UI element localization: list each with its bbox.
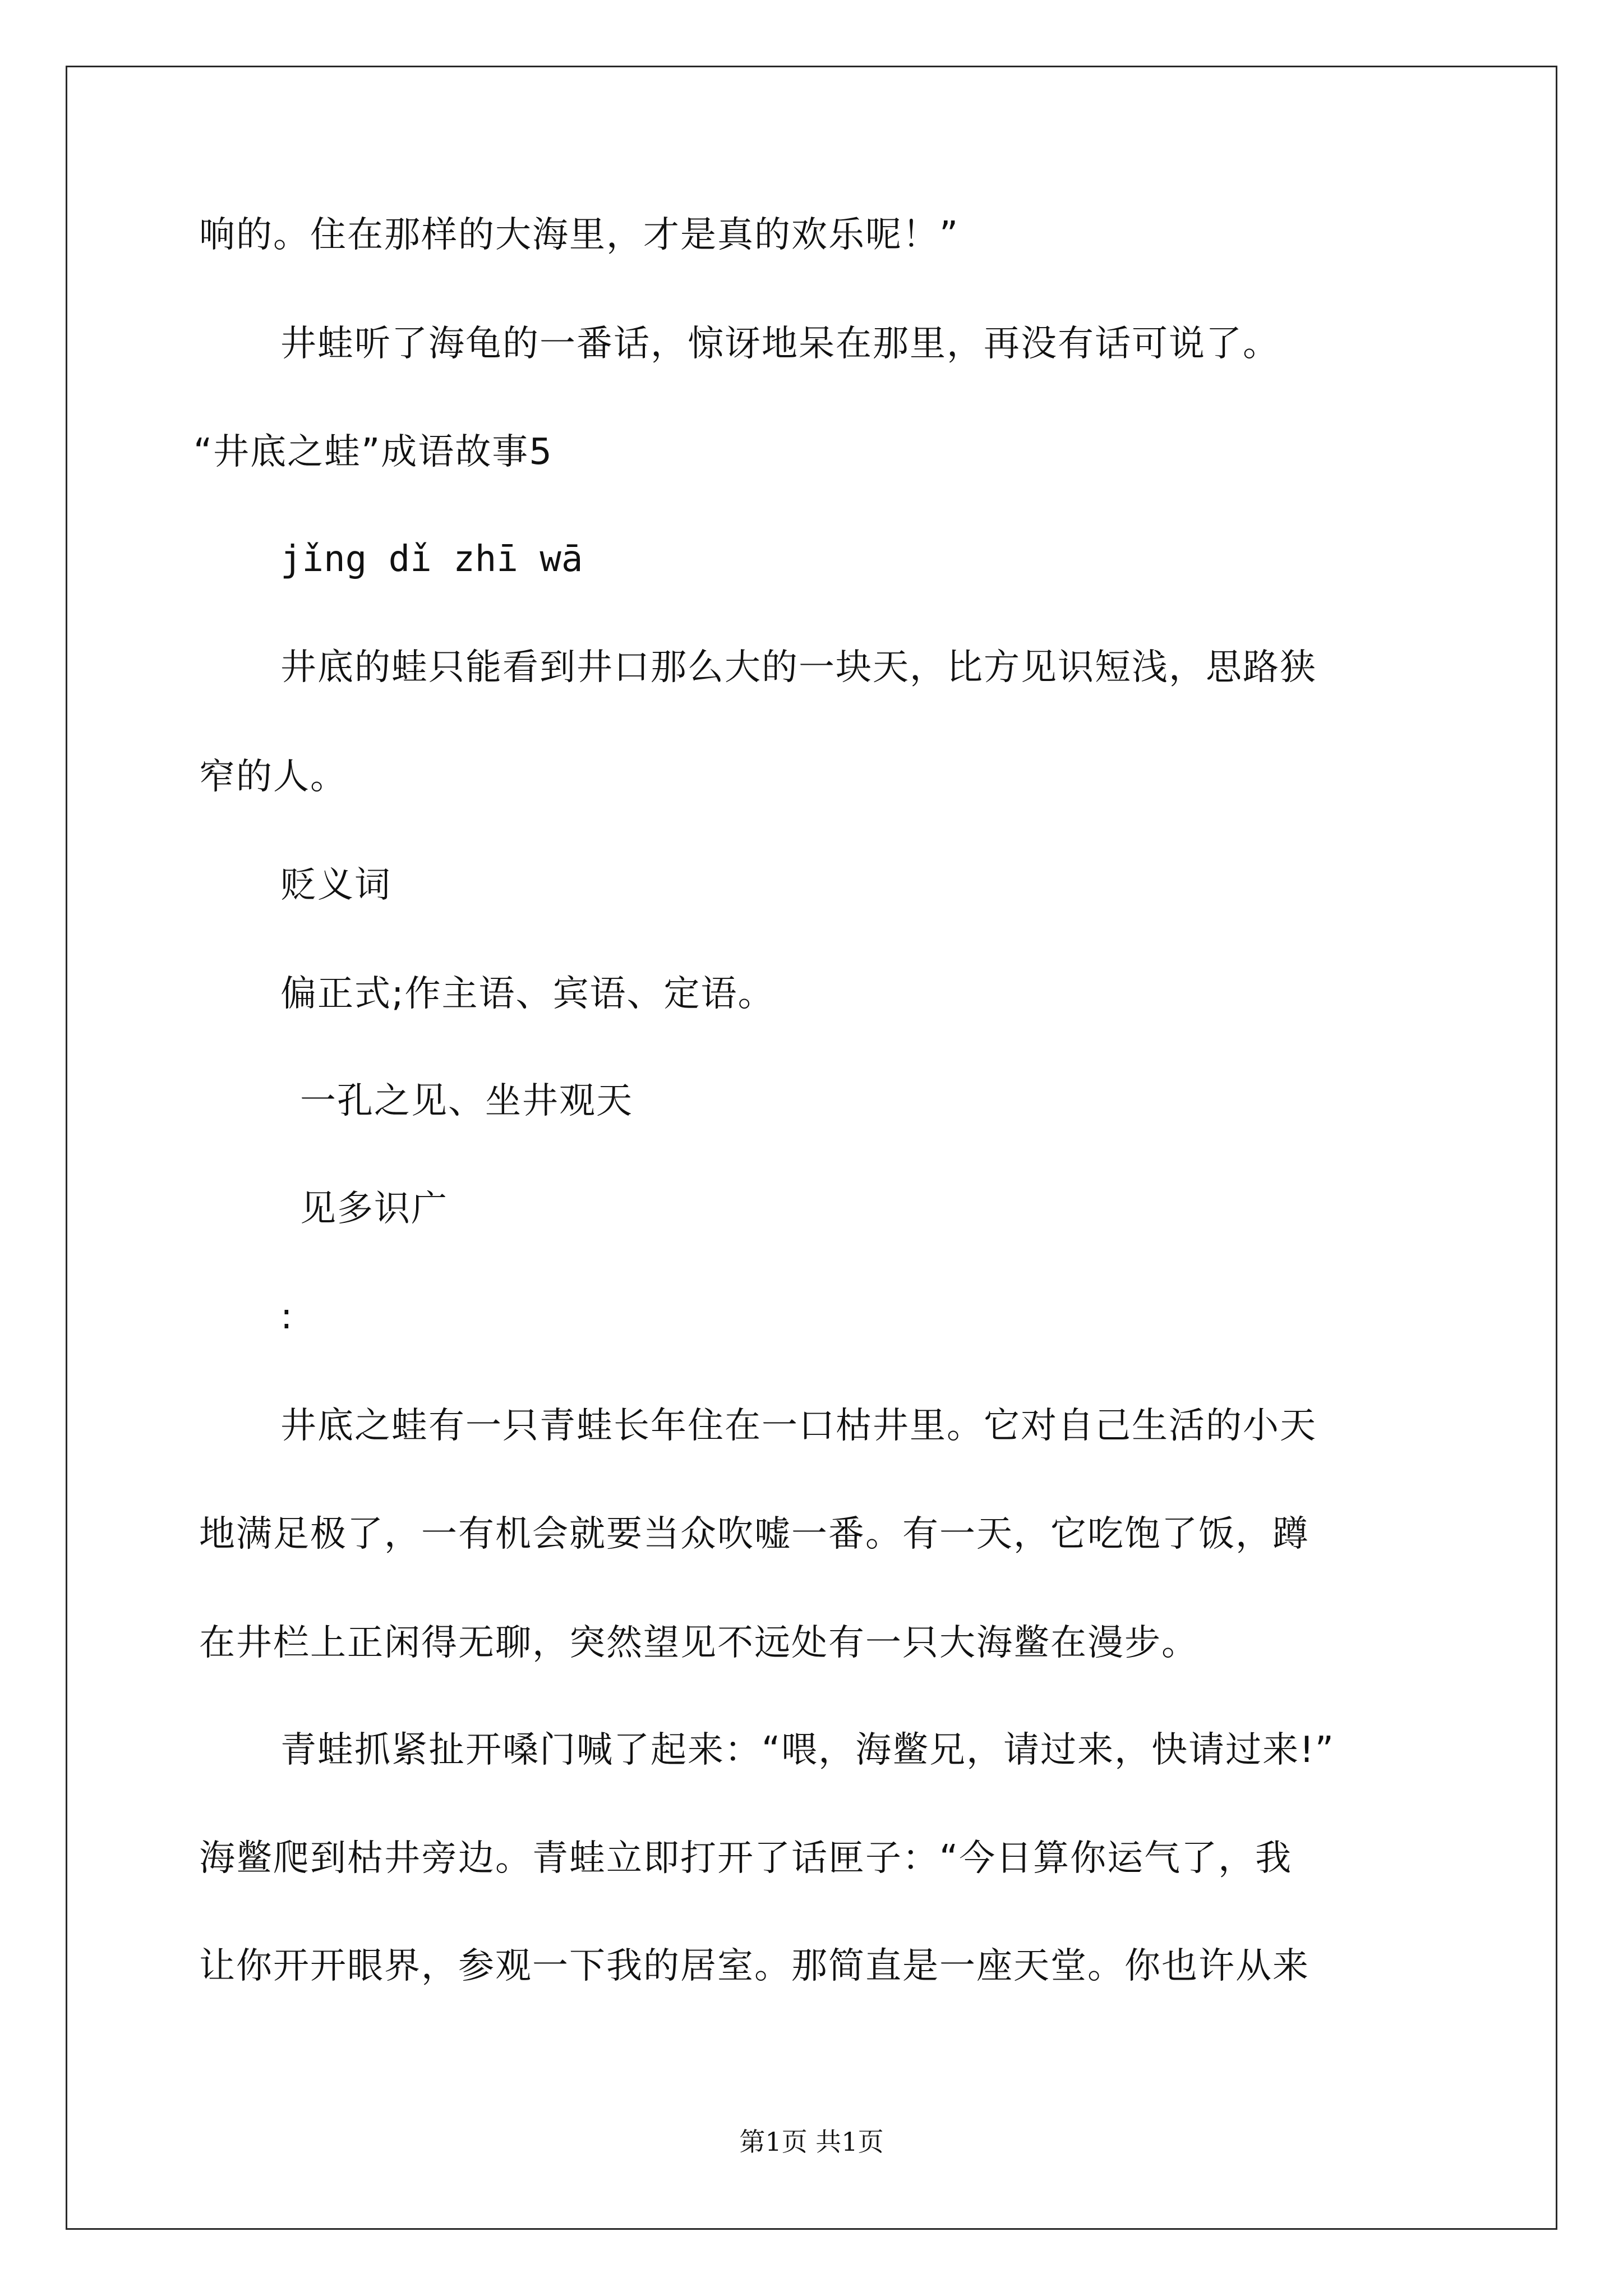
text-line-15: 青蛙抓紧扯开嗓门喊了起来：“喂，海鳖兄，请过来，快请过来!”	[280, 1729, 1335, 1771]
antonyms-line: 见多识广	[300, 1188, 448, 1230]
page-border	[66, 66, 1557, 2230]
text-line-1: 响的。住在那样的大海里，才是真的欢乐呢！”	[199, 214, 960, 256]
text-line-5: 井底的蛙只能看到井口那么大的一块天，比方见识短浅，思路狭	[280, 647, 1317, 688]
page-number-footer: 第1页 共1页	[739, 2127, 884, 2157]
section-heading: “井底之蛙”成语故事5	[193, 431, 554, 473]
text-line-16: 海鳖爬到枯井旁边。青蛙立即打开了话匣子：“今日算你运气了，我	[199, 1838, 1293, 1879]
text-line-6: 窄的人。	[199, 756, 347, 798]
text-line-13: 地满足极了，一有机会就要当众吹嘘一番。有一天，它吃饱了饭，蹲	[199, 1513, 1310, 1555]
text-line-12: 井底之蛙有一只青蛙长年住在一口枯井里。它对自己生活的小天	[280, 1405, 1317, 1447]
text-line-17: 让你开开眼界，参观一下我的居室。那简直是一座天堂。你也许从来	[199, 1945, 1310, 1987]
colon-line: :	[280, 1296, 294, 1337]
text-line-2: 井蛙听了海龟的一番话，惊讶地呆在那里，再没有话可说了。	[280, 323, 1280, 365]
pinyin-line: jǐng dǐ zhī wā	[280, 539, 583, 580]
synonyms-line: 一孔之见、坐井观天	[300, 1080, 633, 1122]
text-line-7: 贬义词	[280, 864, 391, 906]
text-line-14: 在井栏上正闲得无聊，突然望见不远处有一只大海鳖在漫步。	[199, 1622, 1198, 1664]
text-line-8: 偏正式;作主语、宾语、定语。	[280, 973, 775, 1015]
